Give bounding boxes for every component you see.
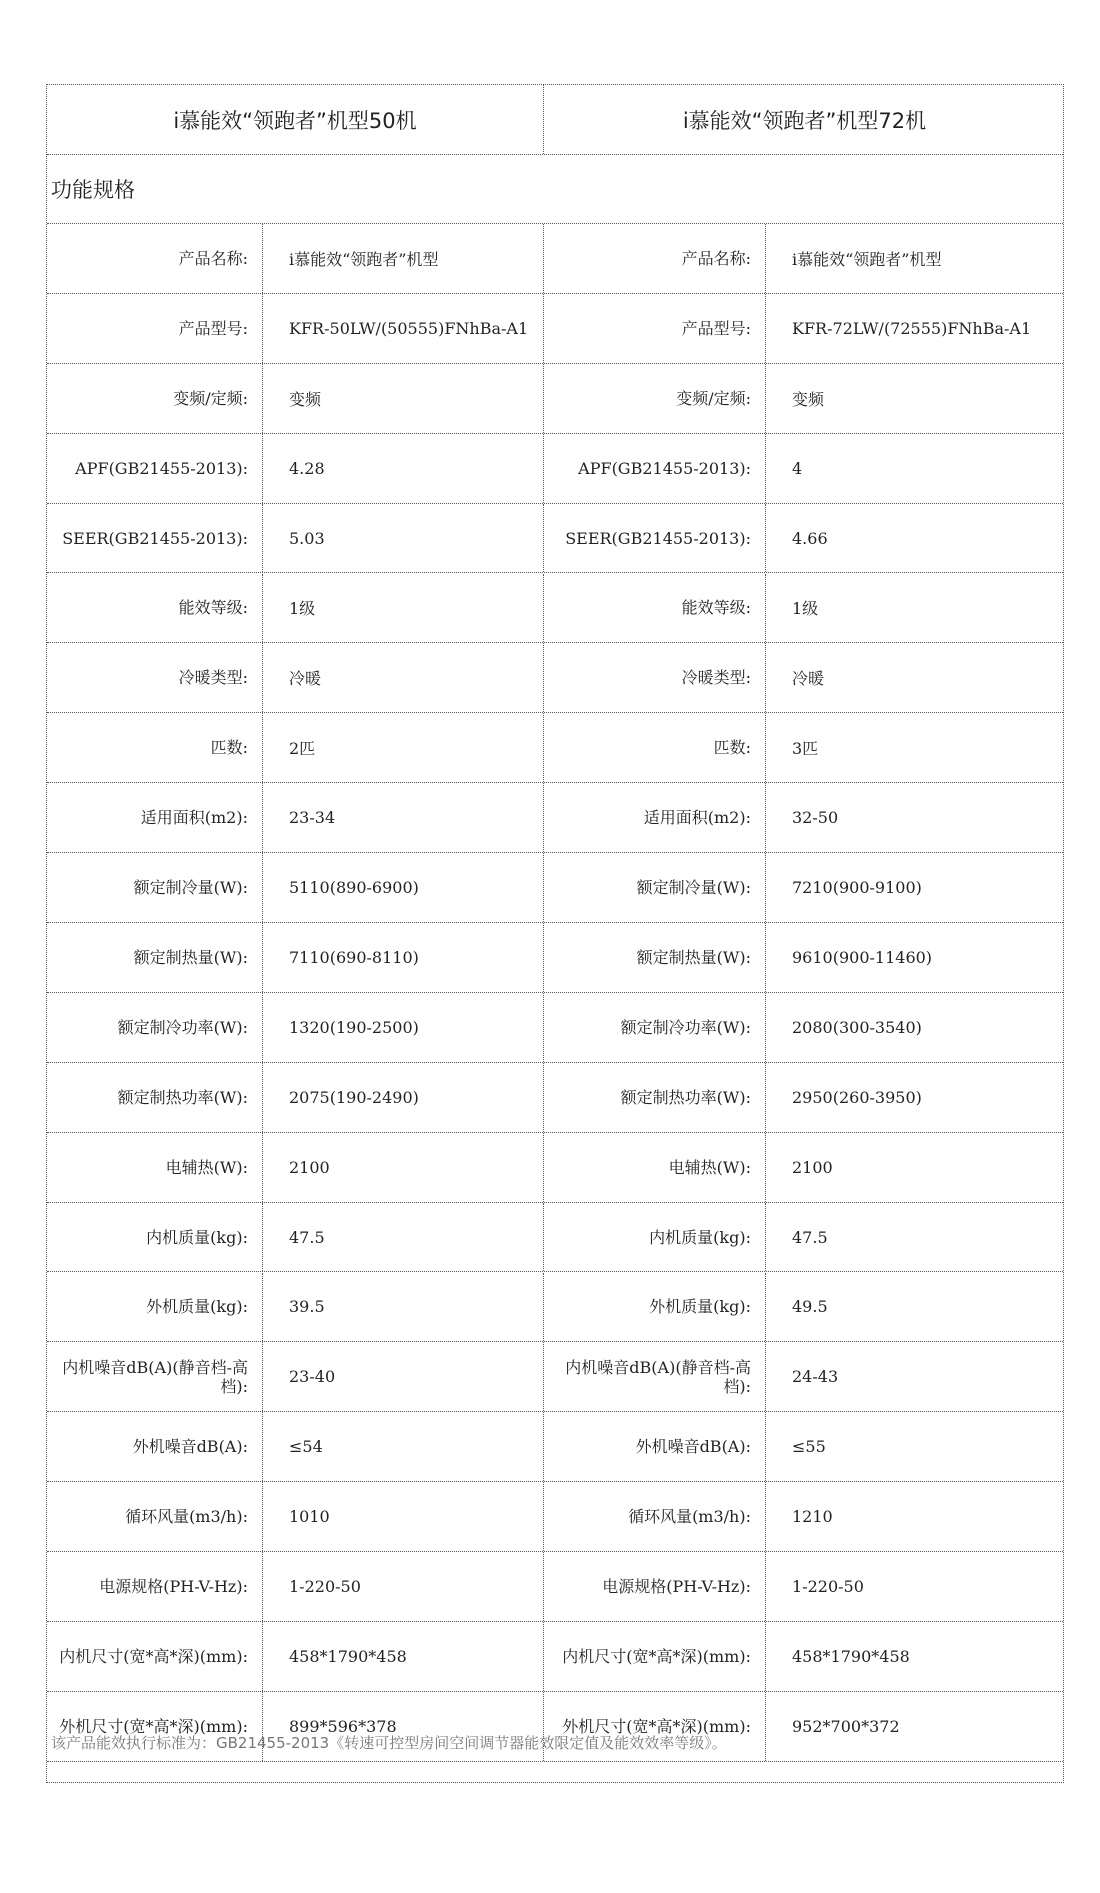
spec-value-right: 1-220-50 xyxy=(765,1552,1065,1621)
spec-row xyxy=(47,643,1063,713)
spec-value-right: i慕能效“领跑者”机型 xyxy=(765,224,1065,293)
spec-label-right: 外机质量(kg): xyxy=(543,1273,765,1342)
spec-label-left: 外机噪音dB(A): xyxy=(132,1437,248,1457)
footnote: 该产品能效执行标准为：GB21455-2013《转速可控型房间空间调节器能效限定值及能效效率等级》。 xyxy=(51,1733,727,1752)
spec-label-left: 额定制热量(W): xyxy=(133,947,248,967)
spec-value-left: 2100 xyxy=(262,1133,543,1202)
spec-value-left: 47.5 xyxy=(262,1203,543,1272)
spec-label-right: 循环风量(m3/h): xyxy=(543,1482,765,1551)
spec-value-left: 5110(890-6900) xyxy=(262,853,543,922)
spec-label-right: 产品型号: xyxy=(543,294,765,363)
spec-label-left: 额定制冷功率(W): xyxy=(117,1017,248,1037)
spec-label-left: 冷暖类型: xyxy=(178,668,248,688)
spec-row xyxy=(47,1063,1063,1133)
spec-label-right: 冷暖类型: xyxy=(543,643,765,712)
spec-row xyxy=(47,1342,1063,1412)
spec-label-left: 电辅热(W): xyxy=(165,1157,248,1177)
spec-label-left: 电源规格(PH-V-Hz): xyxy=(99,1577,248,1597)
spec-label-left: 外机质量(kg): xyxy=(146,1297,248,1317)
spec-value-left: ≤54 xyxy=(262,1412,543,1481)
spec-value-right: 2100 xyxy=(765,1133,1065,1202)
spec-label-left: 内机噪音dB(A)(静音档-高档): xyxy=(62,1357,248,1396)
spec-label-right: 额定制热功率(W): xyxy=(543,1063,765,1132)
spec-row xyxy=(47,504,1063,574)
spec-label-right: 额定制冷功率(W): xyxy=(543,993,765,1062)
spec-value-right: 458*1790*458 xyxy=(765,1622,1065,1691)
spec-label-left: 内机尺寸(宽*高*深)(mm): xyxy=(59,1646,248,1666)
spec-value-right: 变频 xyxy=(765,364,1065,433)
spec-row xyxy=(47,574,1063,644)
spec-value-left: 5.03 xyxy=(262,504,543,573)
spec-value-left: 1320(190-2500) xyxy=(262,993,543,1062)
spec-row xyxy=(47,1552,1063,1622)
spec-label-right: 外机尺寸(宽*高*深)(mm): xyxy=(543,1692,765,1761)
spec-label-left: 产品名称: xyxy=(178,248,248,268)
spec-label-right: 能效等级: xyxy=(543,574,765,643)
spec-label-right: 内机质量(kg): xyxy=(543,1203,765,1272)
spec-value-left: 1-220-50 xyxy=(262,1552,543,1621)
spec-value-right: 952*700*372 xyxy=(765,1692,1065,1761)
spec-label-left: APF(GB21455-2013): xyxy=(75,458,248,478)
spec-value-right: 4 xyxy=(765,434,1065,503)
section-title-row xyxy=(47,155,1063,224)
spec-row xyxy=(47,294,1063,364)
spec-label-left: 内机质量(kg): xyxy=(146,1227,248,1247)
spec-label-right: 产品名称: xyxy=(543,224,765,293)
spec-value-left: 23-40 xyxy=(262,1342,543,1411)
spec-label-right: SEER(GB21455-2013): xyxy=(543,504,765,573)
spec-row xyxy=(47,364,1063,434)
spec-row xyxy=(47,1622,1063,1692)
spec-label-right: 额定制冷量(W): xyxy=(543,853,765,922)
spec-label-right: 额定制热量(W): xyxy=(543,923,765,992)
spec-label-right: 内机尺寸(宽*高*深)(mm): xyxy=(543,1622,765,1691)
spec-value-right: 4.66 xyxy=(765,504,1065,573)
spec-value-left: 458*1790*458 xyxy=(262,1622,543,1691)
spec-label-right: 内机噪音dB(A)(静音档-高档): xyxy=(543,1342,765,1411)
spec-row xyxy=(47,993,1063,1063)
spec-row xyxy=(47,713,1063,783)
spec-label-left: 额定制冷量(W): xyxy=(133,878,248,898)
spec-value-left: 变频 xyxy=(262,364,543,433)
spec-row xyxy=(47,1412,1063,1482)
spec-label-left: 变频/定频: xyxy=(173,388,248,408)
spec-value-left: 7110(690-8110) xyxy=(262,923,543,992)
spec-row xyxy=(47,434,1063,504)
spec-value-left: 1010 xyxy=(262,1482,543,1551)
spec-row xyxy=(47,1203,1063,1273)
spec-value-right: 2080(300-3540) xyxy=(765,993,1065,1062)
spec-label-right: 外机噪音dB(A): xyxy=(543,1412,765,1481)
spec-value-right: 1210 xyxy=(765,1482,1065,1551)
spec-value-right: 7210(900-9100) xyxy=(765,853,1065,922)
spec-value-right: ≤55 xyxy=(765,1412,1065,1481)
spec-row xyxy=(47,1133,1063,1203)
spec-label-right: 变频/定频: xyxy=(543,364,765,433)
spec-value-right: 3匹 xyxy=(765,713,1065,782)
spec-row xyxy=(47,923,1063,993)
spec-label-right: 电辅热(W): xyxy=(543,1133,765,1202)
spec-label-left: 额定制热功率(W): xyxy=(117,1087,248,1107)
header-row xyxy=(47,85,1063,155)
spec-value-left: 23-34 xyxy=(262,783,543,852)
spec-value-left: 2匹 xyxy=(262,713,543,782)
spec-label-right: APF(GB21455-2013): xyxy=(543,434,765,503)
right-model-title: i慕能效“领跑者”机型72机 xyxy=(543,85,1065,154)
spec-value-right: 32-50 xyxy=(765,783,1065,852)
section-title: 功能规格 xyxy=(51,178,135,202)
spec-row xyxy=(47,224,1063,294)
spec-value-right: 47.5 xyxy=(765,1203,1065,1272)
spec-label-left: 适用面积(m2): xyxy=(140,808,248,828)
left-model-title: i慕能效“领跑者”机型50机 xyxy=(173,108,417,133)
spec-value-left: 4.28 xyxy=(262,434,543,503)
spec-label-left: 循环风量(m3/h): xyxy=(125,1507,248,1527)
spec-value-left: 2075(190-2490) xyxy=(262,1063,543,1132)
spec-label-left: 产品型号: xyxy=(178,318,248,338)
spec-value-right: 49.5 xyxy=(765,1273,1065,1342)
spec-row xyxy=(47,1273,1063,1343)
spec-label-right: 匹数: xyxy=(543,713,765,782)
spec-value-right: 2950(260-3950) xyxy=(765,1063,1065,1132)
spec-label-left: 匹数: xyxy=(210,738,248,758)
spec-value-right: 9610(900-11460) xyxy=(765,923,1065,992)
spec-value-left: 899*596*378 xyxy=(262,1692,543,1761)
spec-label-right: 电源规格(PH-V-Hz): xyxy=(543,1552,765,1621)
footnote-row xyxy=(47,1702,1063,1782)
spec-label-left: 外机尺寸(宽*高*深)(mm): xyxy=(59,1716,248,1736)
spec-row xyxy=(47,853,1063,923)
spec-value-right: 冷暖 xyxy=(765,643,1065,712)
spec-value-left: 1级 xyxy=(262,574,543,643)
spec-row xyxy=(47,783,1063,853)
spec-table xyxy=(46,84,1064,1783)
spec-label-right: 适用面积(m2): xyxy=(543,783,765,852)
spec-value-left: i慕能效“领跑者”机型 xyxy=(262,224,543,293)
spec-row xyxy=(47,1482,1063,1552)
spec-value-left: 39.5 xyxy=(262,1273,543,1342)
spec-value-left: 冷暖 xyxy=(262,643,543,712)
spec-label-left: 能效等级: xyxy=(178,598,248,618)
spec-label-left: SEER(GB21455-2013): xyxy=(62,528,248,548)
spec-value-right: KFR-72LW/(72555)FNhBa-A1 xyxy=(765,294,1065,363)
spec-value-right: 1级 xyxy=(765,574,1065,643)
spec-value-right: 24-43 xyxy=(765,1342,1065,1411)
spec-value-left: KFR-50LW/(50555)FNhBa-A1 xyxy=(262,294,543,363)
